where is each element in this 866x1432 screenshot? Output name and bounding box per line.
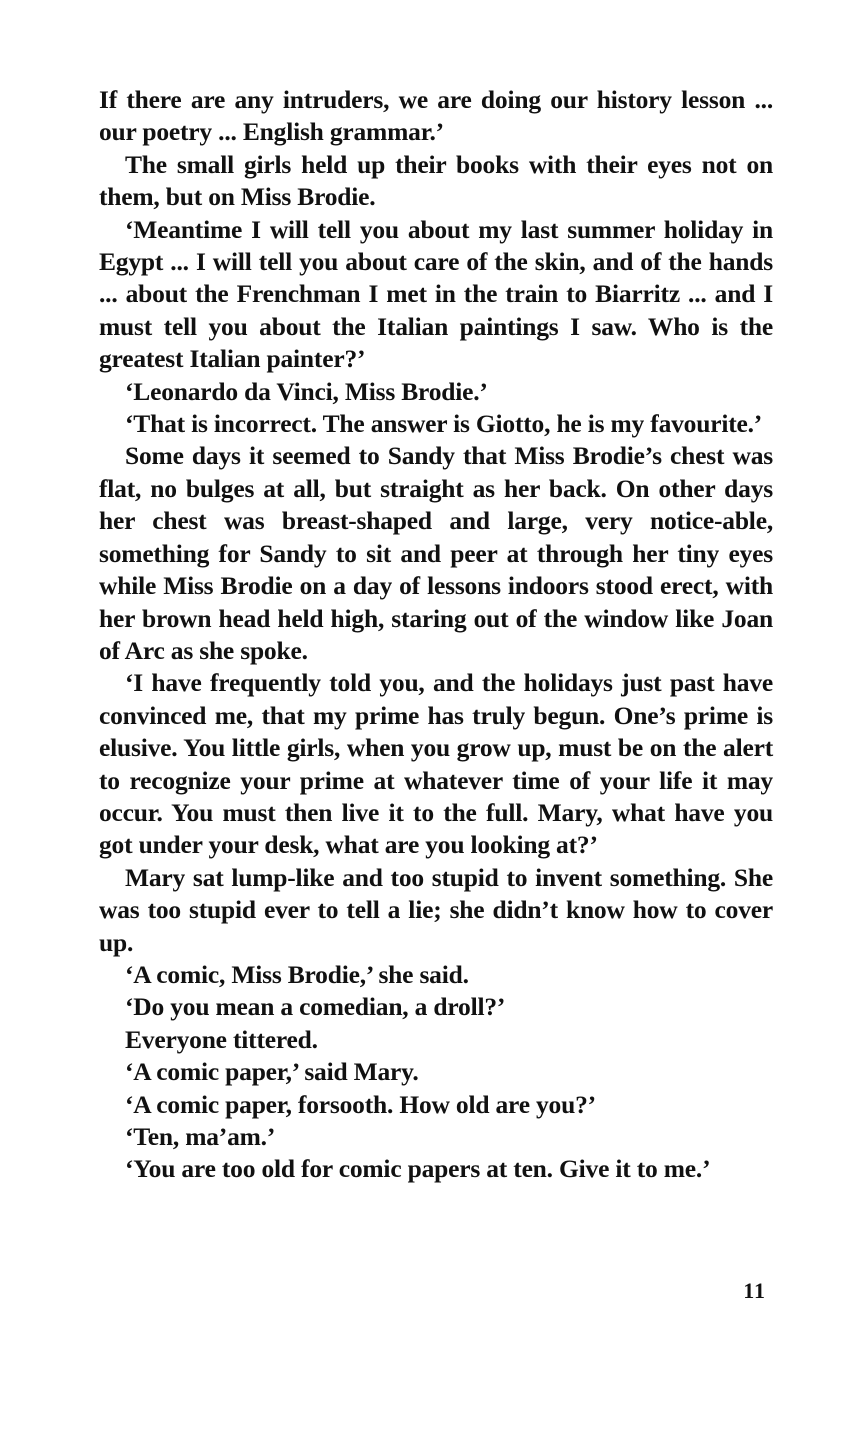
paragraph-15: ‘You are too old for comic papers at ten. Give it to me.’: [125, 1154, 711, 1184]
paragraph-1: If there are any intruders, we are doing our history lesson ... our poetry ... English grammar.’: [99, 85, 773, 147]
paragraph-8: Mary sat lump-like and too stupid to invent something. She was too stupid ever to tell a lie; she didn’t know how to cover up.: [99, 862, 773, 957]
paragraph-5: ‘That is incorrect. The answer is Giotto, he is my favourite.’: [125, 409, 763, 439]
body-text: [99, 84, 773, 1186]
paragraph-2: The small girls held up their books with their eyes not on them, but on Miss Brodie.: [99, 149, 773, 212]
paragraph-7: ‘I have frequently told you, and the holidays just past have convinced me, that my prime has truly begun. One’s prime is elusive. You little girls, when you grow up, must be on the alert to recognize your prime at whatever time of your life it may occur. You must then live it to the full. Mary, what have you got under your desk, what are you looking at?’: [99, 668, 773, 860]
page-number: 11: [743, 1278, 766, 1303]
paragraph-10: ‘Do you mean a comedian, a droll?’: [125, 992, 506, 1022]
paragraph-11: Everyone tittered.: [125, 1024, 318, 1054]
paragraph-14: ‘Ten, ma’am.’: [125, 1122, 276, 1151]
paragraph-6: Some days it seemed to Sandy that Miss Brodie’s chest was flat, no bulges at all, but straight as her back. On other days her chest was breast-shaped and large, very notice-able, something for Sandy to sit and peer at through her tiny eyes while Miss Brodie on a day of lessons indoors stood erect, with her brown head held high, staring out of the window like Joan of Arc as she spoke.: [99, 441, 773, 665]
paragraph-9: ‘A comic, Miss Brodie,’ she said.: [125, 959, 469, 989]
paragraph-12: ‘A comic paper,’ said Mary.: [125, 1057, 419, 1087]
paragraph-13: ‘A comic paper, forsooth. How old are you?’: [125, 1089, 596, 1119]
paragraph-4: ‘Leonardo da Vinci, Miss Brodie.’: [125, 376, 488, 406]
paragraph-3: ‘Meantime I will tell you about my last summer holiday in Egypt ... I will tell you about care of the skin, and of the hands ... about the Frenchman I met in the train to Biarritz ... and I must tell you about the Italian paintings I saw. Who is the greatest Italian painter?’: [99, 214, 773, 374]
